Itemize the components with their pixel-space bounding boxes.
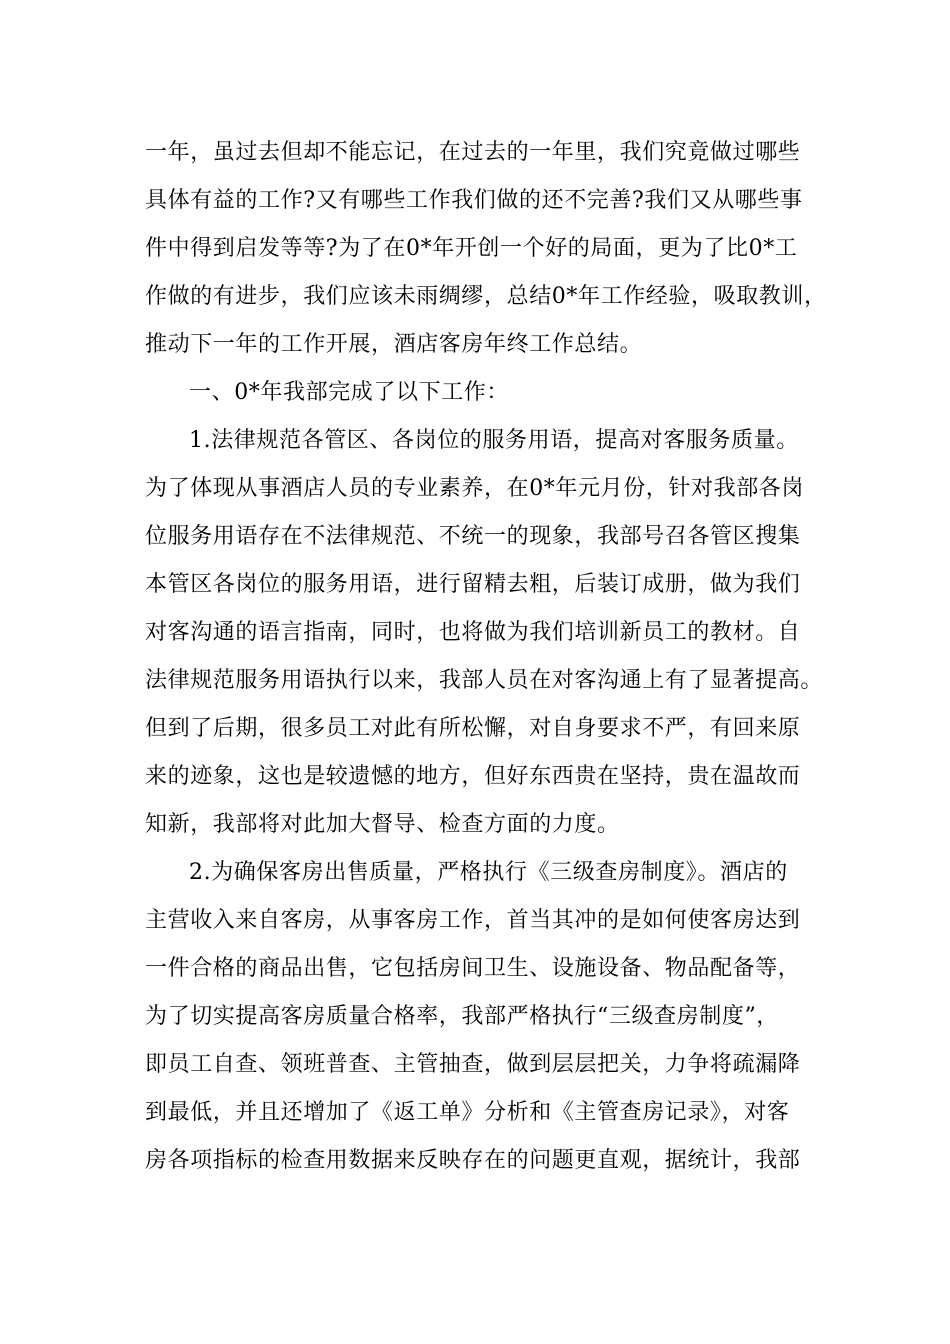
text-line: 具体有益的工作?又有哪些工作我们做的还不完善?我们又从哪些事	[145, 188, 803, 213]
text-line: 作做的有进步，我们应该未雨绸缪，总结0*年工作经验，吸取教训，	[145, 284, 827, 309]
text-line: 到最低，并且还增加了《返工单》分析和《主管查房记录》，对客	[145, 1100, 790, 1125]
document-body	[145, 129, 835, 1185]
text-line: 位服务用语存在不法律规范、不统一的现象，我部号召各管区搜集	[145, 524, 801, 549]
text-line: 为了切实提高客房质量合格率，我部严格执行“三级查房制度”，	[145, 1004, 779, 1029]
item-heading: 2.为确保客房出售质量，严格执行《三级查房制度》。酒店的	[189, 860, 788, 885]
text-line: 即员工自查、领班普查、主管抽查，做到层层把关，力争将疏漏降	[145, 1052, 801, 1077]
item-heading: 1.法律规范各管区、各岗位的服务用语，提高对客服务质量。	[189, 428, 799, 453]
text-line: 法律规范服务用语执行以来，我部人员在对客沟通上有了显著提高。	[145, 668, 824, 693]
text-line: 为了体现从事酒店人员的专业素养，在0*年元月份，针对我部各岗	[145, 476, 804, 501]
text-line: 知新，我部将对此加大督导、检查方面的力度。	[145, 812, 620, 837]
text-line: 推动下一年的工作开展，酒店客房年终工作总结。	[145, 332, 643, 357]
text-line: 一年，虽过去但却不能忘记，在过去的一年里，我们究竟做过哪些	[145, 140, 801, 165]
text-line: 但到了后期，很多员工对此有所松懈，对自身要求不严，有回来原	[145, 716, 801, 741]
text-line: 房各项指标的检查用数据来反映存在的问题更直观，据统计，我部	[145, 1148, 801, 1173]
section-heading: 一、0*年我部完成了以下工作：	[189, 380, 509, 405]
text-line: 主营收入来自客房，从事客房工作，首当其冲的是如何使客房达到	[145, 908, 801, 933]
text-line: 来的迹象，这也是较遗憾的地方，但好东西贵在坚持，贵在温故而	[145, 764, 801, 789]
text-line: 本管区各岗位的服务用语，进行留精去粗，后装订成册，做为我们	[145, 572, 801, 597]
text-line: 件中得到启发等等?为了在0*年开创一个好的局面，更为了比0*工	[145, 236, 798, 261]
text-line: 对客沟通的语言指南，同时，也将做为我们培训新员工的教材。自	[145, 620, 801, 645]
text-line: 一件合格的商品出售，它包括房间卫生、设施设备、物品配备等，	[145, 956, 801, 981]
